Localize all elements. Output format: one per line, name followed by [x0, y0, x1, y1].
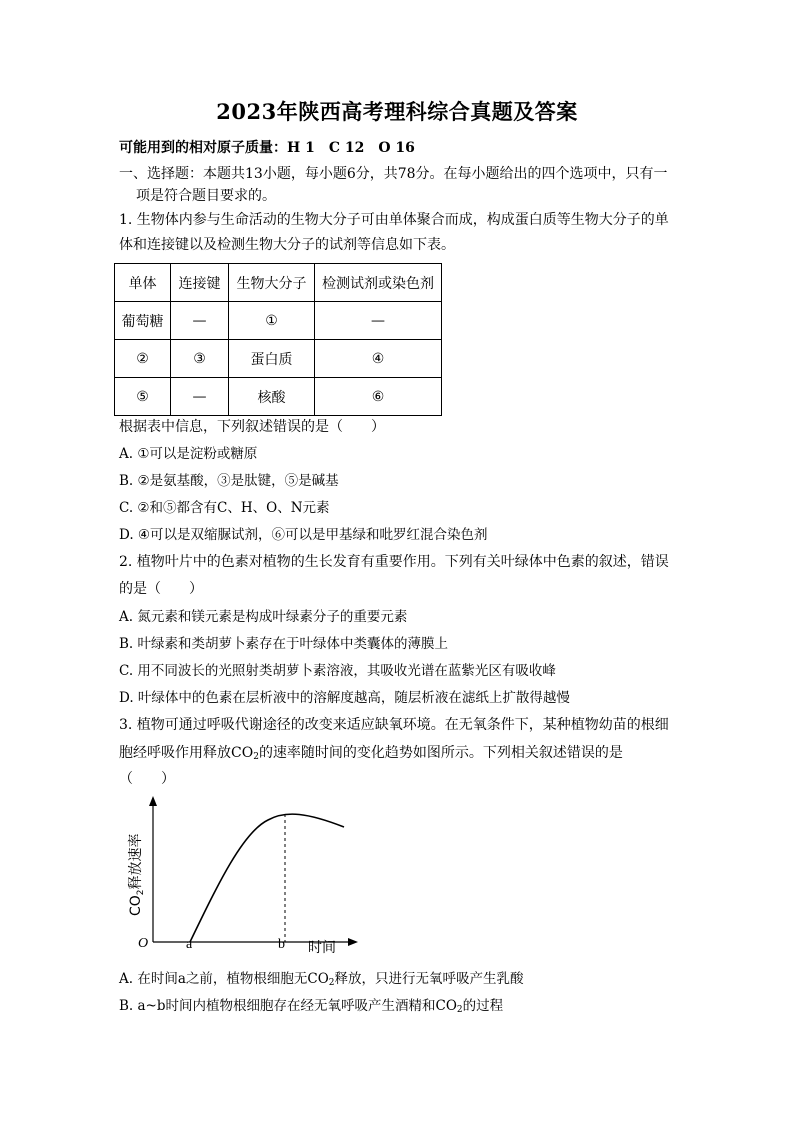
q1-option-c: C. ②和⑤都含有C、H、O、N元素 [119, 500, 330, 516]
table-header-row [115, 264, 442, 302]
origin-label: O [138, 936, 149, 951]
q1-table [114, 263, 442, 416]
subscript-2: 2 [328, 978, 335, 988]
q3-option-text: 的过程 [462, 998, 504, 1014]
atomic-mass-note: 可能用到的相对原子质量：H 1 C 12 O 16 [119, 140, 415, 156]
q1-option-b: B. ②是氨基酸，③是肽键，⑤是碱基 [119, 473, 339, 489]
q3-option-a [119, 970, 524, 992]
table-cell: ⑥ [315, 378, 442, 416]
q3-option-text: B. a~b时间内植物根细胞存在经无氧呼吸产生酒精和CO [119, 998, 457, 1014]
x-axis-arrow [348, 938, 358, 946]
table-cell: 核酸 [229, 378, 315, 416]
point-a-label: a [186, 937, 193, 952]
y-axis-arrow [149, 796, 157, 806]
q1-stem-line1: 1. 生物体内参与生命活动的生物大分子可由单体聚合而成，构成蛋白质等生物大分子的单 [119, 212, 669, 228]
point-b-label: b [278, 937, 285, 952]
table-cell: 蛋白质 [229, 340, 315, 378]
table-cell: — [171, 378, 229, 416]
q2-option-d: D. 叶绿体中的色素在层析液中的溶解度越高，随层析液在滤纸上扩散得越慢 [119, 690, 570, 706]
rate-curve [190, 814, 344, 942]
table-cell: — [171, 302, 229, 340]
q2-option-b: B. 叶绿素和类胡萝卜素存在于叶绿体中类囊体的薄膜上 [119, 636, 449, 652]
q3-option-b [119, 997, 503, 1019]
y-axis-label-sub: 2 [136, 889, 146, 896]
q3-stem-text: 胞经呼吸作用释放CO [119, 745, 254, 761]
q1-stem-line2: 体和连接键以及检测生物大分子的试剂等信息如下表。 [119, 237, 455, 253]
table-header-cell: 连接键 [171, 264, 229, 302]
q2-option-c: C. 用不同波长的光照射类胡萝卜素溶液，其吸收光谱在蓝紫光区有吸收峰 [119, 663, 556, 679]
co2-release-rate-chart [118, 792, 368, 962]
q3-stem-line2 [119, 744, 623, 766]
table-header-cell: 生物大分子 [229, 264, 315, 302]
table-cell: ① [229, 302, 315, 340]
table-cell: ② [115, 340, 171, 378]
section-instructions-line2: 项是符合题目要求的。 [136, 188, 276, 204]
q2-option-a: A. 氮元素和镁元素是构成叶绿素分子的重要元素 [119, 609, 408, 625]
q3-option-text: A. 在时间a之前，植物根细胞无CO [119, 971, 329, 987]
subscript-2: 2 [253, 752, 259, 762]
q1-question: 根据表中信息，下列叙述错误的是（ ） [119, 419, 385, 435]
table-row [115, 302, 442, 340]
y-axis-label-co: CO [128, 895, 144, 916]
q3-stem-text: 的速率随时间的变化趋势如图所示。下列相关叙述错误的是 [258, 745, 623, 761]
table-cell: ⑤ [115, 378, 171, 416]
page-title: 2023年陕西高考理科综合真题及答案 [216, 99, 578, 124]
x-axis-label: 时间 [308, 940, 336, 956]
table-cell: — [315, 302, 442, 340]
table-cell: ③ [171, 340, 229, 378]
q1-option-a: A. ①可以是淀粉或糖原 [119, 446, 258, 462]
subscript-2: 2 [456, 1005, 463, 1015]
y-axis-label [127, 833, 146, 916]
q2-stem-line2: 的是（ ） [119, 581, 203, 597]
table-header-cell: 检测试剂或染色剂 [315, 264, 442, 302]
table-header-cell: 单体 [115, 264, 171, 302]
section-instructions-line1: 一、选择题：本题共13小题，每小题6分，共78分。在每小题给出的四个选项中，只有一 [119, 166, 668, 182]
table-cell: 葡萄糖 [115, 302, 171, 340]
y-axis-label-rest: 释放速率 [128, 833, 144, 890]
q3-stem-line1: 3. 植物可通过呼吸代谢途径的改变来适应缺氧环境。在无氧条件下，某种植物幼苗的根细 [119, 717, 669, 733]
q3-stem-line3: （ ） [119, 771, 175, 787]
q1-option-d: D. ④可以是双缩脲试剂，⑥可以是甲基绿和吡罗红混合染色剂 [119, 527, 488, 543]
q3-option-text: 释放，只进行无氧呼吸产生乳酸 [334, 971, 524, 987]
q2-stem-line1: 2. 植物叶片中的色素对植物的生长发育有重要作用。下列有关叶绿体中色素的叙述，错误 [119, 554, 669, 570]
table-row [115, 378, 442, 416]
table-row [115, 340, 442, 378]
table-cell: ④ [315, 340, 442, 378]
